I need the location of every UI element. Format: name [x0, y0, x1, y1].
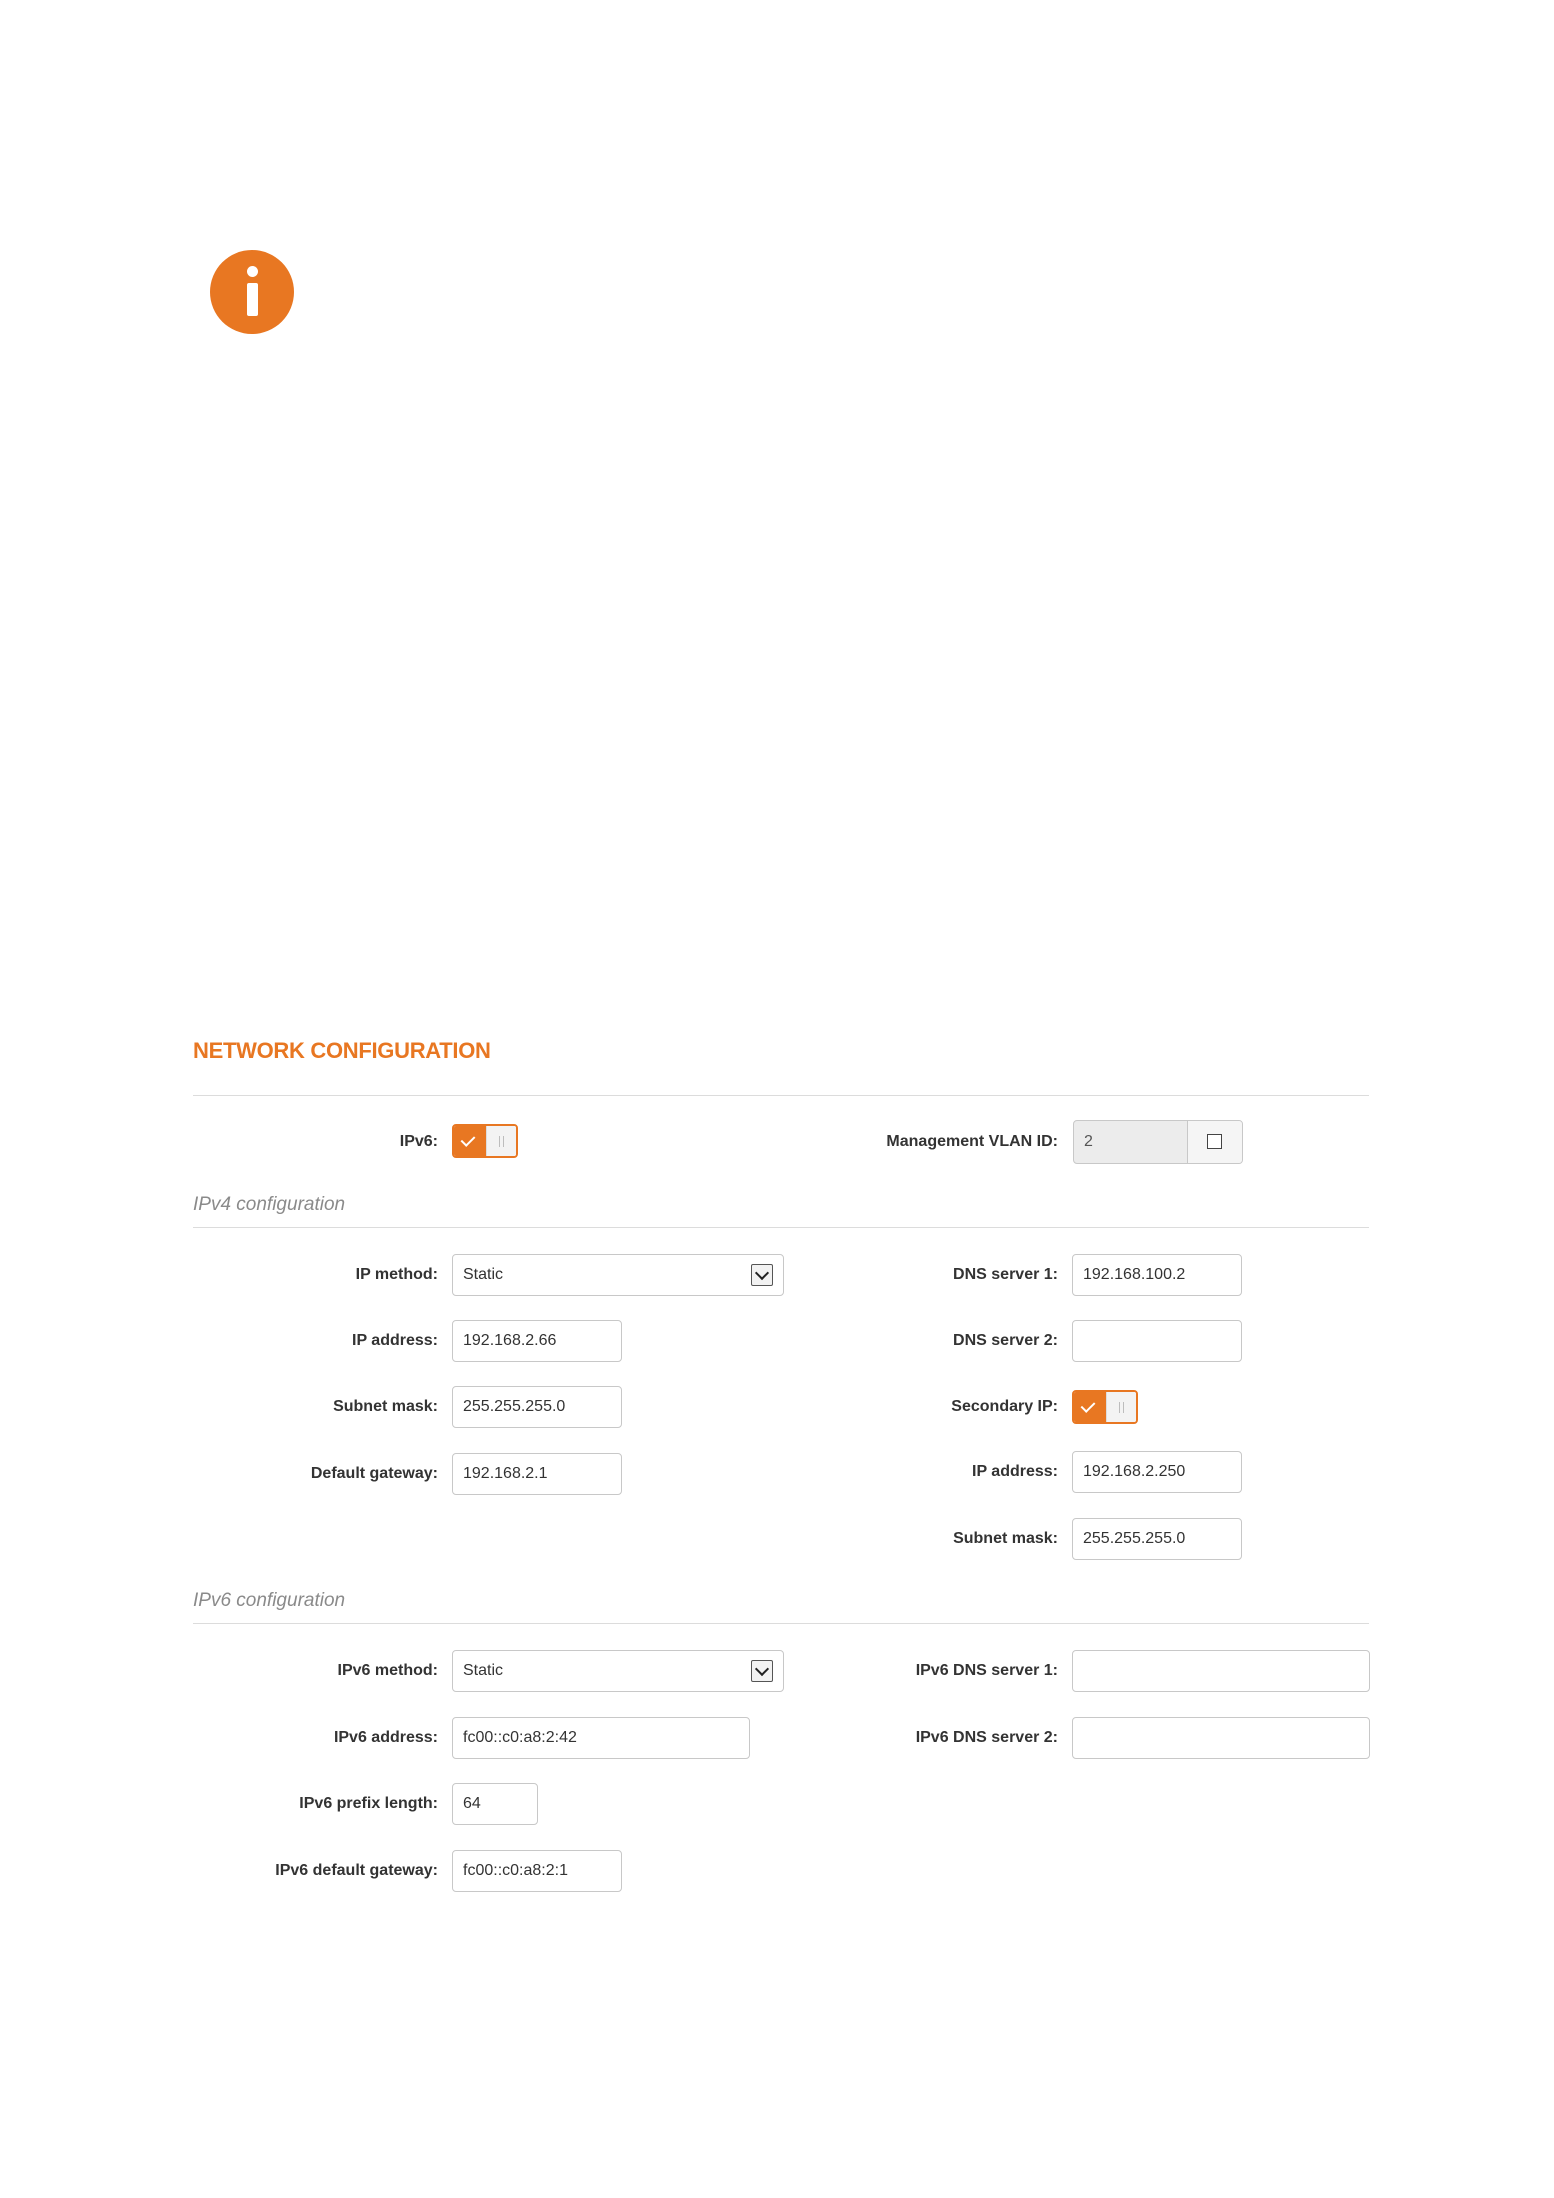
- dns-server-2-input[interactable]: [1072, 1320, 1242, 1362]
- chevron-down-icon: [751, 1660, 773, 1682]
- secondary-ip-label: Secondary IP:: [951, 1398, 1058, 1415]
- ipv6-toggle-label: IPv6:: [399, 1133, 438, 1150]
- dns-server-1-label: DNS server 1:: [953, 1266, 1058, 1283]
- divider: [193, 1227, 1369, 1228]
- divider: [193, 1095, 1369, 1096]
- ipv6-method-value: Static: [463, 1662, 504, 1679]
- ipv6-heading: IPv6 configuration: [193, 1590, 346, 1611]
- dns-server-2-label: DNS server 2:: [953, 1332, 1058, 1349]
- default-gateway-input[interactable]: 192.168.2.1: [452, 1453, 622, 1495]
- ipv6-prefix-length-label: IPv6 prefix length:: [299, 1795, 438, 1812]
- management-vlan-field[interactable]: [1073, 1120, 1243, 1164]
- subnet-mask-input[interactable]: 255.255.255.0: [452, 1386, 622, 1428]
- secondary-ip-address-input[interactable]: 192.168.2.250: [1072, 1451, 1242, 1493]
- subnet-mask-label: Subnet mask:: [333, 1398, 438, 1415]
- ipv6-default-gateway-input[interactable]: fc00::c0:a8:2:1: [452, 1850, 622, 1892]
- ipv6-address-label: IPv6 address:: [333, 1729, 438, 1746]
- ip-address-input[interactable]: 192.168.2.66: [452, 1320, 622, 1362]
- secondary-ip-address-label: IP address:: [972, 1463, 1058, 1480]
- secondary-subnet-mask-input[interactable]: 255.255.255.0: [1072, 1518, 1242, 1560]
- ipv4-heading: IPv4 configuration: [193, 1194, 346, 1215]
- ip-method-select[interactable]: [452, 1254, 784, 1296]
- check-icon: [1081, 1398, 1096, 1413]
- ipv6-method-label: IPv6 method:: [337, 1662, 438, 1679]
- management-vlan-value: 2: [1084, 1133, 1093, 1150]
- info-icon: [210, 250, 294, 334]
- management-vlan-label: Management VLAN ID:: [886, 1133, 1058, 1150]
- dns-server-1-input[interactable]: 192.168.100.2: [1072, 1254, 1242, 1296]
- section-title: NETWORK CONFIGURATION: [193, 1038, 491, 1063]
- ip-method-value: Static: [463, 1266, 504, 1283]
- ipv6-default-gateway-label: IPv6 default gateway:: [275, 1862, 438, 1879]
- ip-method-label: IP method:: [355, 1266, 438, 1283]
- ipv6-dns-server-2-label: IPv6 DNS server 2:: [915, 1729, 1058, 1746]
- ipv6-dns-server-1-input[interactable]: [1072, 1650, 1370, 1692]
- ipv6-address-input[interactable]: fc00::c0:a8:2:42: [452, 1717, 750, 1759]
- secondary-ip-toggle[interactable]: [1072, 1390, 1138, 1424]
- default-gateway-label: Default gateway:: [310, 1465, 438, 1482]
- check-icon: [461, 1132, 476, 1147]
- ipv6-dns-server-1-label: IPv6 DNS server 1:: [915, 1662, 1058, 1679]
- ipv6-dns-server-2-input[interactable]: [1072, 1717, 1370, 1759]
- ipv6-toggle[interactable]: [452, 1124, 518, 1158]
- ipv6-prefix-length-input[interactable]: 64: [452, 1783, 538, 1825]
- chevron-down-icon: [751, 1264, 773, 1286]
- management-vlan-checkbox[interactable]: [1207, 1134, 1222, 1149]
- divider: [193, 1623, 1369, 1624]
- secondary-subnet-mask-label: Subnet mask:: [953, 1530, 1058, 1547]
- ipv6-method-select[interactable]: [452, 1650, 784, 1692]
- ip-address-label: IP address:: [352, 1332, 438, 1349]
